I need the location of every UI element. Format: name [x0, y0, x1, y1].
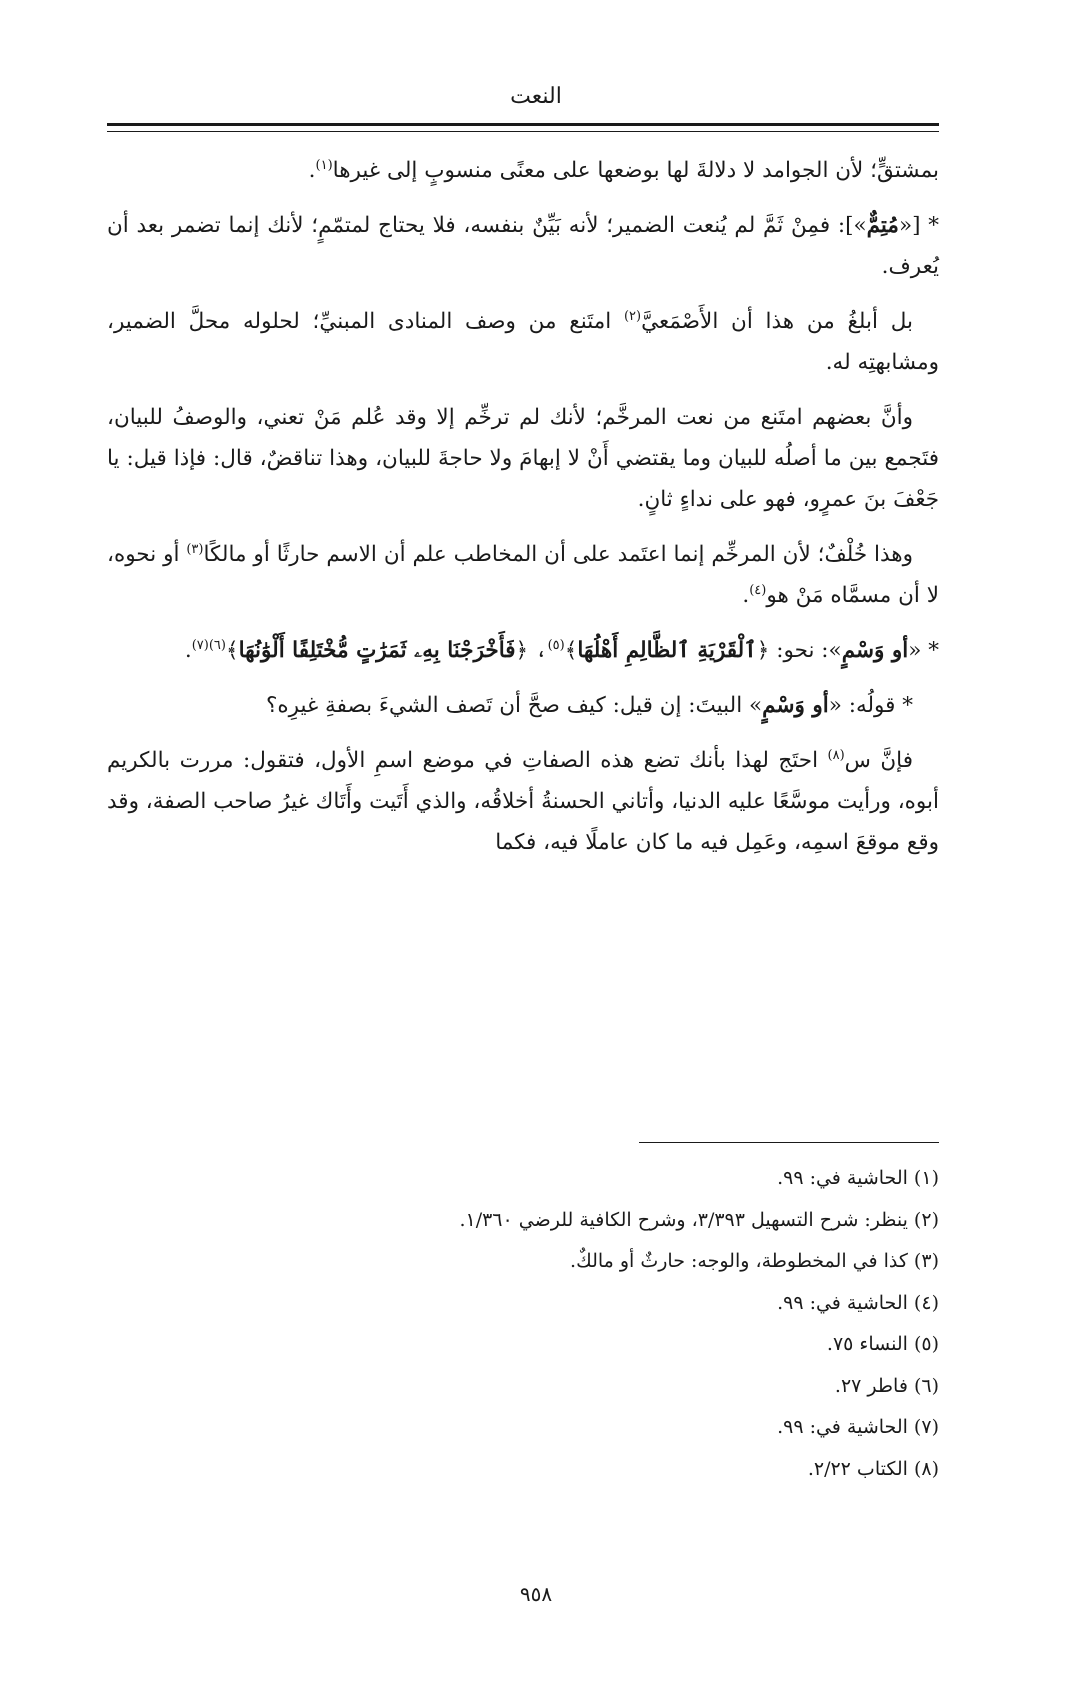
footnote-item: (٨) الكتاب ٢/٢٢. — [807, 1457, 939, 1480]
paragraph-2: * [«مُتِمٌّ»]: فمِنْ ثَمَّ لم يُنعت الضمير؛ لأنه بَيِّنٌ بنفسه، فلا يحتاج لمتمّمٍ؛ لأنك إنما تضمر بعد أن يُعرف. — [107, 213, 939, 279]
footnote-ref: (٥) — [547, 637, 565, 653]
footnote-item: (٣) كذا في المخطوطة، والوجه: حارثٌ أو مالكٌ. — [570, 1250, 939, 1272]
quran-quote: ٱلْقَرْيَةِ ٱلظَّالِمِ أَهْلُهَا — [577, 638, 757, 663]
footnote-item: (٥) النساء ٧٥. — [826, 1333, 939, 1355]
paragraph-6: * «أو وَسْمٍ»: نحو: ﴿ٱلْقَرْيَةِ ٱلظَّالِمِ أَهْلُهَا﴾$^{(٥)}$، ﴿فَأَخْرَجْنَا بِهِۦ ثَمَرَٰتٍ مُّخْتَلِفًا أَلْوَٰنُهَا﴾$^{(٦)(٧)}$. — [184, 637, 939, 663]
bold-term: أو وَسْمٍ — [762, 693, 829, 718]
page-number: ٩٥٨ — [519, 1582, 553, 1606]
footnote-ref: (٦)(٧) — [191, 637, 226, 653]
paragraph-8: فإنَّ س$^{(٨)}$ احتَج لهذا بأنك تضع هذه الصفاتِ في موضع اسمِ الأول، فتقول: مررت بالكريم أبوه، ورأيت موسَّعًا عليه الدنيا، وأتاني الحسنةُ أخلاقُه، والذي أَتَيت وأَتَاك غيرُ صاحب الصفة، وقد وقع موقعَ اسمِه، وعَمِل فيه ما كان عاملًا فيه، فكما — [107, 747, 939, 855]
footnote-item: (٦) فاطر ٢٧. — [834, 1374, 939, 1397]
footnote-ref: (٢) — [623, 308, 642, 324]
header-rule-thin — [107, 131, 939, 132]
footnote-ref: (١) — [315, 157, 333, 173]
paragraph-5: وهذا خُلْفٌ؛ لأن المرخِّم إنما اعتَمد على أن المخاطب علم أن الاسم حارثًا أو مالكًا$^{(٣)}$ أو نحوه، لا أن مسمَّاه مَنْ هو$^{(٤)}$. — [107, 541, 939, 608]
bold-term: مُتِمٌّ — [866, 213, 899, 238]
paragraph-4: وأنَّ بعضهم امتَنع من نعت المرخَّم؛ لأنك لم ترخِّم إلا وقد عُلم مَنْ تعني، والوصفُ للبيان، فتَجمع بين ما أصلُه للبيان وما يقتضي أَنْ لا إبهامَ ولا حاجةَ للبيان، وهذا تناقضٌ، قال: فإذا قيل: يا جَعْفَ بنَ عمرٍو، فهو على نداءٍ ثانٍ. — [107, 405, 939, 512]
quran-quote: فَأَخْرَجْنَا بِهِۦ ثَمَرَٰتٍ مُّخْتَلِفًا أَلْوَٰنُهَا — [238, 638, 516, 663]
header-rule-thick — [107, 123, 939, 126]
paragraph-1: بمشتقٍّ؛ لأن الجوامد لا دلالةَ لها بوضعها على معنًى منسوبٍ إلى غيرها$^{(١)}$. — [308, 157, 939, 183]
running-head-title: النعت — [510, 84, 562, 109]
footnote-item: (٤) الحاشية في: ٩٩. — [777, 1291, 939, 1314]
footnote-item: (٢) ينظر: شرح التسهيل ٣/٣٩٣، وشرح الكافية للرضي ١/٣٦٠. — [459, 1208, 939, 1231]
footnote-separator — [639, 1142, 939, 1143]
footnote-item: (٧) الحاشية في: ٩٩. — [777, 1416, 939, 1438]
footnotes — [133, 1163, 939, 1495]
paragraph-7: * قولُه: «أو وَسْمٍ» البيتَ: إن قيل: كيف صحَّ أن تَصف الشيءَ بصفةِ غيرِه؟ — [265, 693, 913, 718]
footnote-item: (١) الحاشية في: ٩٩. — [777, 1167, 939, 1189]
footnote-ref: (٣) — [186, 541, 204, 557]
bold-term: أو وَسْمٍ — [841, 638, 909, 663]
paragraph-3: بل أبلغُ من هذا أن الأَصْمَعيَّ$^{(٢)}$ امتَنع من وصف المنادى المبنيِّ؛ لحلوله محلَّ الضمير، ومشابهتِه له. — [107, 308, 939, 375]
footnote-ref: (٤) — [749, 582, 767, 598]
main-text — [107, 150, 939, 877]
footnote-ref: (٨) — [827, 747, 845, 763]
